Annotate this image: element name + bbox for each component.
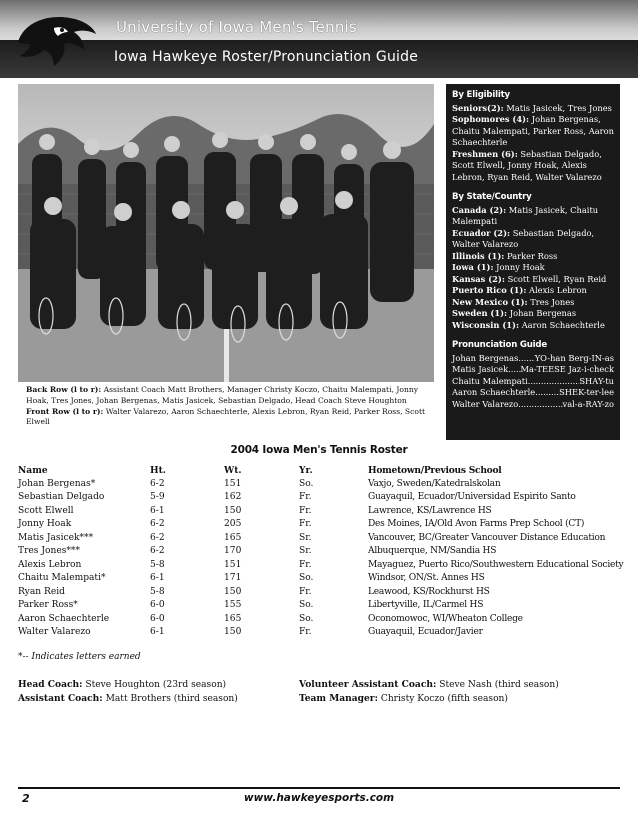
university-title: University of Iowa Men's Tennis bbox=[116, 18, 357, 36]
table-row: Matis Jasicek*** 6-2 165 Sr. Vancouver, BC/Greater Vancouver Distance Education bbox=[18, 532, 606, 543]
footer-divider bbox=[18, 787, 620, 789]
by-eligibility-section bbox=[452, 90, 614, 183]
assistant-coach-line: Assistant Coach: Matt Brothers (third season) bbox=[18, 693, 238, 704]
roster-guide-subtitle: Iowa Hawkeye Roster/Pronunciation Guide bbox=[114, 49, 419, 65]
state-line: Sweden (1): Johan Bergenas bbox=[452, 308, 577, 318]
state-line: Illinois (1): Parker Ross bbox=[452, 250, 558, 261]
hawkeye-logo-icon bbox=[14, 12, 98, 68]
table-row: Scott Elwell 6-1 150 Fr. Lawrence, KS/Lawrence HS bbox=[18, 505, 492, 516]
page-number: 2 bbox=[22, 792, 30, 805]
table-row: Aaron Schaechterle 6-0 165 So. Oconomowoc, WI/Wheaton College bbox=[18, 613, 523, 624]
state-line: New Mexico (1): Tres Jones bbox=[452, 296, 575, 307]
team-manager-line: Team Manager: Christy Koczo (fifth season) bbox=[299, 693, 508, 704]
pronunciation-row: Matis Jasicek ..... Ma-TEESE Jaz-i-check bbox=[452, 364, 614, 376]
eligibility-line: Freshmen (6): Sebastian Delgado, Scott Elwell, Jonny Hoak, Alexis Lebron, Ryan Reid, Walter Valarezo bbox=[452, 148, 602, 182]
state-line: Ecuador (2): Sebastian Delgado, Walter Valarezo bbox=[452, 227, 595, 249]
eligibility-line: Sophomores (4): Johan Bergenas, Chaitu Malempati, Parker Ross, Aaron Schaechterle bbox=[452, 114, 614, 147]
table-row: Walter Valarezo 6-1 150 Fr. Guayaquil, Ecuador/Javier bbox=[18, 627, 483, 637]
table-row: Ryan Reid 5-8 150 Fr. Leawood, KS/Rockhurst HS bbox=[18, 586, 490, 597]
page-header bbox=[0, 0, 638, 78]
caption-front-row: Front Row (l to r): Walter Valarezo, Aaron Schaechterle, Alexis Lebron, Ryan Reid, Parker Ross, Scott Elwell bbox=[26, 406, 426, 427]
state-line: Kansas (2): Scott Elwell, Ryan Reid bbox=[452, 273, 607, 284]
state-line: Iowa (1): Jonny Hoak bbox=[452, 262, 545, 272]
state-line: Puerto Rico (1): Alexis Lebron bbox=[452, 285, 587, 295]
roster-sidebar bbox=[446, 84, 620, 440]
eligibility-heading: By Eligibility bbox=[452, 90, 510, 100]
coaching-staff-right bbox=[299, 678, 559, 706]
pronunciation-heading: Pronunciation Guide bbox=[452, 340, 547, 350]
table-row: Alexis Lebron 5-8 151 Fr. Mayaguez, Puerto Rico/Southwestern Educational Society bbox=[18, 559, 624, 570]
pronunciation-row: Walter Valarezo ..... val-a-RAY-zo bbox=[452, 399, 614, 411]
coaching-staff-left bbox=[18, 678, 238, 706]
table-row: Sebastian Delgado 5-9 162 Fr. Guayaquil, Ecuador/Universidad Espirito Santo bbox=[18, 492, 576, 502]
pronunciation-section bbox=[452, 340, 614, 410]
table-row: Parker Ross* 6-0 155 So. Libertyville, IL/Carmel HS bbox=[18, 600, 484, 610]
roster-title: 2004 Iowa Men's Tennis Roster bbox=[230, 444, 408, 456]
pronunciation-row: Aaron Schaechterle ..... SHEK-ter-lee bbox=[452, 387, 614, 399]
website-url: www.hawkeyesports.com bbox=[243, 792, 395, 804]
eligibility-line: Seniors(2): Matis Jasicek, Tres Jones bbox=[452, 102, 612, 113]
roster-header-row: Name Ht. Wt. Yr. Hometown/Previous School bbox=[18, 465, 502, 476]
table-row: Jonny Hoak 6-2 205 Fr. Des Moines, IA/Old Avon Farms Prep School (CT) bbox=[18, 519, 585, 529]
by-state-section bbox=[452, 192, 614, 331]
photo-caption bbox=[26, 385, 438, 428]
roster-table bbox=[18, 465, 628, 641]
head-coach-line: Head Coach: Steve Houghton (23rd season) bbox=[18, 679, 227, 690]
pronunciation-row: Johan Bergenas ..... YO-han Berg-IN-as bbox=[452, 353, 614, 365]
caption-back-row: Back Row (l to r): Assistant Coach Matt Brothers, Manager Christy Koczo, Chaitu Malempati, Jonny Hoak, Tres Jones, Johan Bergenas, Matis Jasicek, Sebastian Delgado, Head Coach Steve Houghton bbox=[26, 385, 419, 405]
volunteer-coach-line: Volunteer Assistant Coach: Steve Nash (third season) bbox=[299, 679, 559, 690]
letters-note: *-- Indicates letters earned bbox=[18, 652, 141, 662]
state-line: Wisconsin (1): Aaron Schaechterle bbox=[452, 319, 605, 330]
state-line: Canada (2): Matis Jasicek, Chaitu Malempati bbox=[452, 204, 599, 226]
table-row: Tres Jones*** 6-2 170 Sr. Albuquerque, NM/Sandia HS bbox=[18, 546, 497, 556]
table-row: Johan Bergenas* 6-2 151 So. Vaxjo, Sweden/Katedralskolan bbox=[18, 478, 501, 489]
pronunciation-row: Chaitu Malempati ..... SHAY-tu bbox=[452, 376, 614, 388]
table-row: Chaitu Malempati* 6-1 171 So. Windsor, ON/St. Annes HS bbox=[18, 573, 485, 583]
state-heading: By State/Country bbox=[452, 192, 532, 202]
team-photo bbox=[18, 84, 434, 382]
